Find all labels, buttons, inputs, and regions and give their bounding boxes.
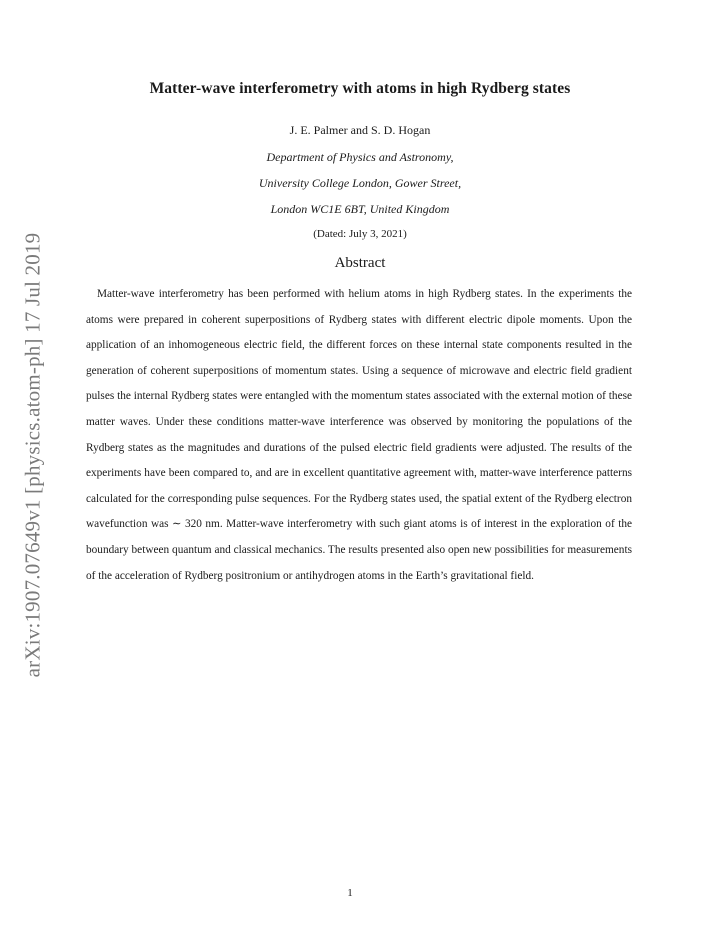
- dated-line: (Dated: July 3, 2021): [313, 228, 407, 240]
- paper-title: Matter-wave interferometry with atoms in high Rydberg states: [149, 80, 571, 97]
- affiliation-line-2: University College London, Gower Street,: [258, 176, 462, 190]
- abstract-heading: Abstract: [334, 255, 386, 271]
- affiliation-line-1: Department of Physics and Astronomy,: [266, 150, 454, 164]
- author-list: J. E. Palmer and S. D. Hogan: [289, 123, 431, 137]
- arxiv-identifier-stamp: arXiv:1907.07649v1 [physics.atom-ph] 17 Jul 2019: [20, 232, 45, 678]
- affiliation-line-3: London WC1E 6BT, United Kingdom: [270, 202, 450, 216]
- page-number: 1: [347, 887, 353, 899]
- abstract-body: Matter-wave interferometry has been performed with helium atoms in high Rydberg states. In the experiments the atoms were prepared in coherent superpositions of Rydberg states with different electric dipole moments. Upon the application of an inhomogeneous electric field, the different forces on these internal state components resulted in the generation of coherent superpositions of momentum states. Using a sequence of microwave and electric field gradient pulses the internal Rydberg states were entangled with the momentum states associated with the external motion of these matter waves. Under these conditions matter-wave interference was observed by monitoring the populations of the Rydberg states as the magnitudes and durations of the pulsed electric field gradients were adjusted. The results of the experiments have been compared to, and are in excellent quantitative agreement with, matter-wave interference patterns calculated for the corresponding pulse sequences. For the Rydberg states used, the spatial extent of the Rydberg electron wavefunction was ∼ 320 nm. Matter-wave interferometry with such giant atoms is of interest in the exploration of the boundary between quantum and classical mechanics. The results presented also open new possibilities for measurements of the acceleration of Rydberg positronium or antihydrogen atoms in the Earth’s gravitational field.: [86, 288, 632, 582]
